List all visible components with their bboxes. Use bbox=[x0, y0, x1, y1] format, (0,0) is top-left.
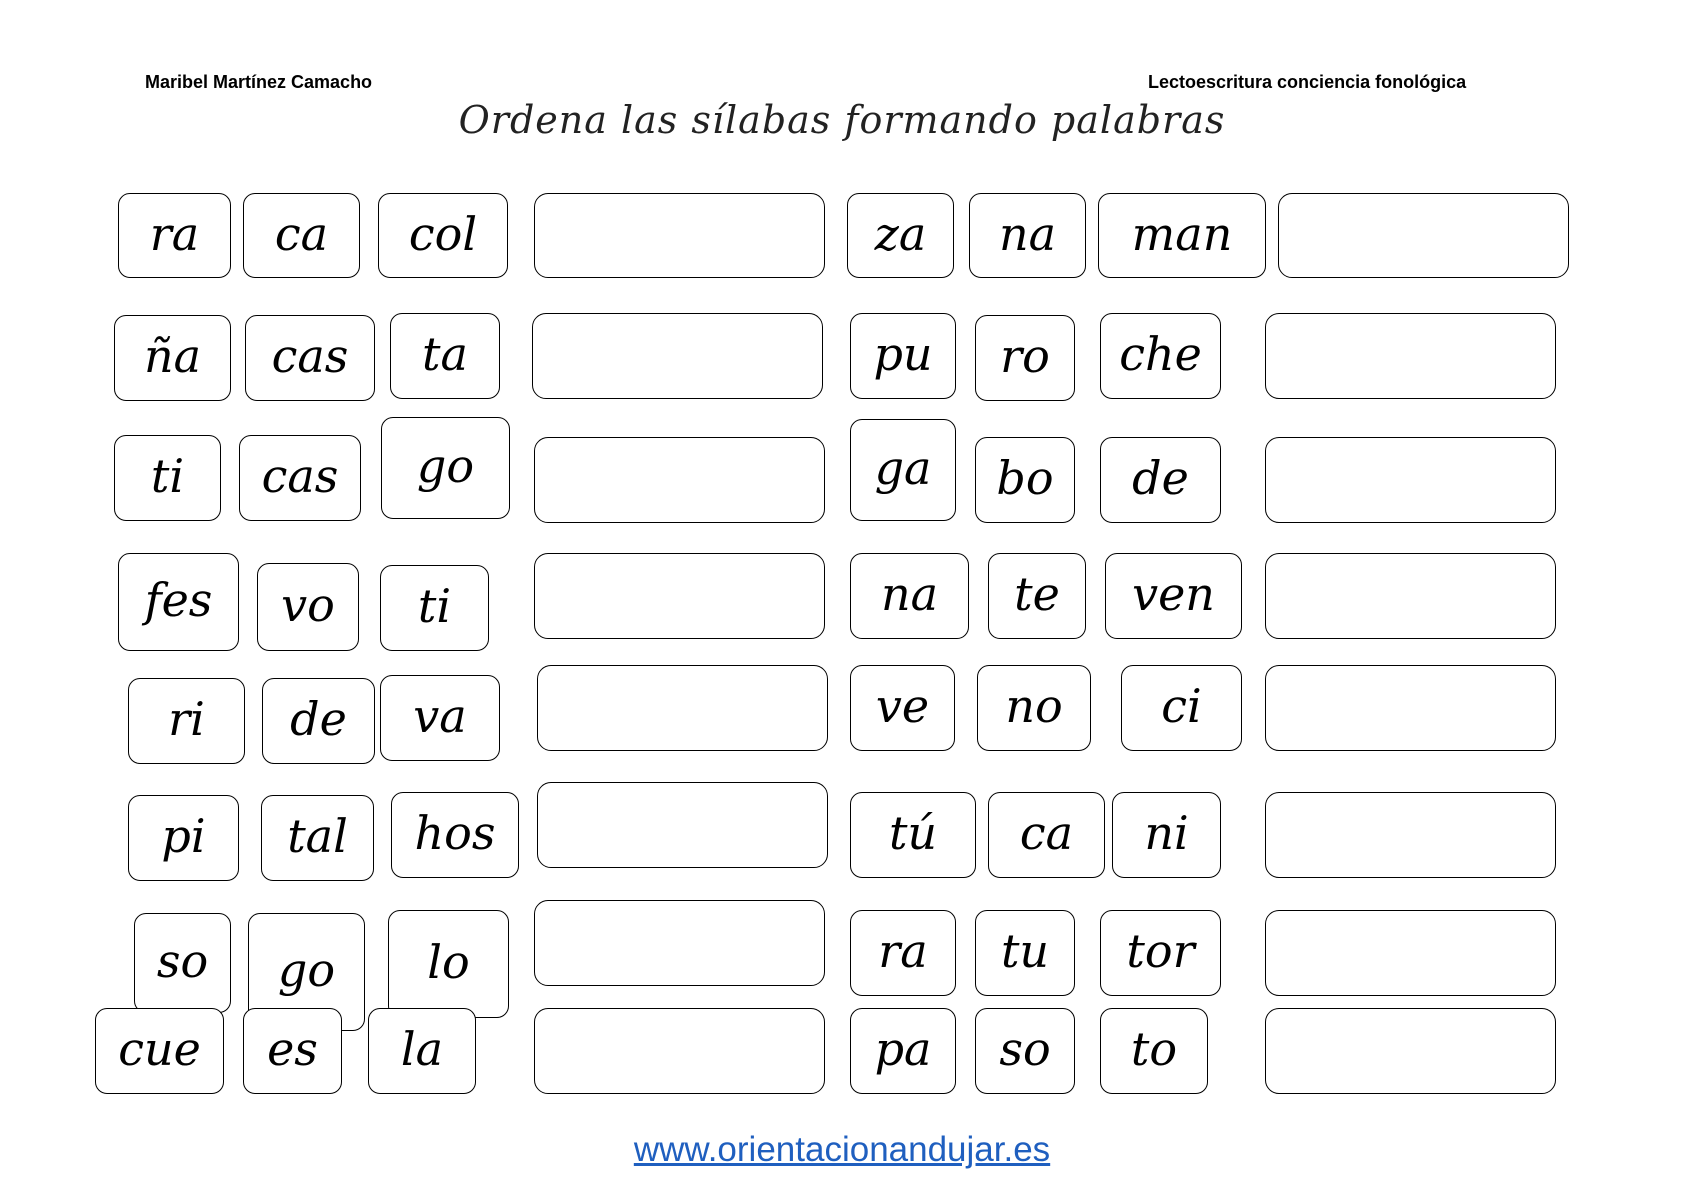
syllable-tile: ri bbox=[128, 678, 245, 764]
syllable-tile: ca bbox=[243, 193, 360, 278]
syllable-tile: no bbox=[977, 665, 1091, 751]
syllable-tile: cas bbox=[239, 435, 361, 521]
syllable-tile: ca bbox=[988, 792, 1105, 878]
answer-box[interactable] bbox=[534, 900, 825, 986]
answer-box[interactable] bbox=[1265, 553, 1556, 639]
syllable-tile: lo bbox=[388, 910, 509, 1018]
syllable-tile: pi bbox=[128, 795, 239, 881]
syllable-tile: tú bbox=[850, 792, 976, 878]
syllable-tile: tal bbox=[261, 795, 374, 881]
answer-box[interactable] bbox=[1265, 792, 1556, 878]
answer-box[interactable] bbox=[534, 193, 825, 278]
syllable-tile: go bbox=[248, 913, 365, 1031]
answer-box[interactable] bbox=[534, 1008, 825, 1094]
syllable-tile: te bbox=[988, 553, 1086, 639]
syllable-tile: cas bbox=[245, 315, 375, 401]
answer-box[interactable] bbox=[534, 437, 825, 523]
syllable-tile: ven bbox=[1105, 553, 1242, 639]
syllable-tile: ra bbox=[118, 193, 231, 278]
syllable-tile: so bbox=[975, 1008, 1075, 1094]
answer-box[interactable] bbox=[1265, 1008, 1556, 1094]
syllable-tile: na bbox=[969, 193, 1086, 278]
answer-box[interactable] bbox=[534, 553, 825, 639]
syllable-tile: ta bbox=[390, 313, 500, 399]
syllable-tile: es bbox=[243, 1008, 342, 1094]
syllable-tile: man bbox=[1098, 193, 1266, 278]
syllable-tile: go bbox=[381, 417, 510, 519]
syllable-tile: ve bbox=[850, 665, 955, 751]
syllable-tile: de bbox=[1100, 437, 1221, 523]
answer-box[interactable] bbox=[1278, 193, 1569, 278]
syllable-tile: ra bbox=[850, 910, 956, 996]
syllable-tile: ci bbox=[1121, 665, 1242, 751]
syllable-tile: za bbox=[847, 193, 954, 278]
answer-box[interactable] bbox=[1265, 910, 1556, 996]
syllable-tile: pu bbox=[850, 313, 956, 399]
page-title: Ordena las sílabas formando palabras bbox=[458, 98, 1226, 142]
syllable-tile: hos bbox=[391, 792, 519, 878]
syllable-tile: ni bbox=[1112, 792, 1221, 878]
syllable-tile: to bbox=[1100, 1008, 1208, 1094]
syllable-tile: va bbox=[380, 675, 500, 761]
syllable-tile: pa bbox=[850, 1008, 956, 1094]
answer-box[interactable] bbox=[532, 313, 823, 399]
syllable-tile: tu bbox=[975, 910, 1075, 996]
syllable-tile: de bbox=[262, 678, 375, 764]
syllable-tile: col bbox=[378, 193, 508, 278]
syllable-tile: ga bbox=[850, 419, 956, 521]
worksheet-subject: Lectoescritura conciencia fonológica bbox=[1148, 72, 1467, 92]
syllable-tile: tor bbox=[1100, 910, 1221, 996]
website-link[interactable]: www.orientacionandujar.es bbox=[633, 1130, 1051, 1169]
author-name: Maribel Martínez Camacho bbox=[145, 72, 373, 92]
syllable-tile: ro bbox=[975, 315, 1075, 401]
syllable-tile: la bbox=[368, 1008, 476, 1094]
syllable-tile: fes bbox=[118, 553, 239, 651]
answer-box[interactable] bbox=[537, 665, 828, 751]
syllable-tile: ti bbox=[114, 435, 221, 521]
syllable-tile: cue bbox=[95, 1008, 224, 1094]
syllable-tile: vo bbox=[257, 563, 359, 651]
syllable-tile: che bbox=[1100, 313, 1221, 399]
syllable-tile: ña bbox=[114, 315, 231, 401]
syllable-tile: bo bbox=[975, 437, 1075, 523]
syllable-tile: ti bbox=[380, 565, 489, 651]
answer-box[interactable] bbox=[1265, 437, 1556, 523]
syllable-tile: so bbox=[134, 913, 231, 1013]
syllable-tile: na bbox=[850, 553, 969, 639]
answer-box[interactable] bbox=[1265, 313, 1556, 399]
answer-box[interactable] bbox=[1265, 665, 1556, 751]
answer-box[interactable] bbox=[537, 782, 828, 868]
